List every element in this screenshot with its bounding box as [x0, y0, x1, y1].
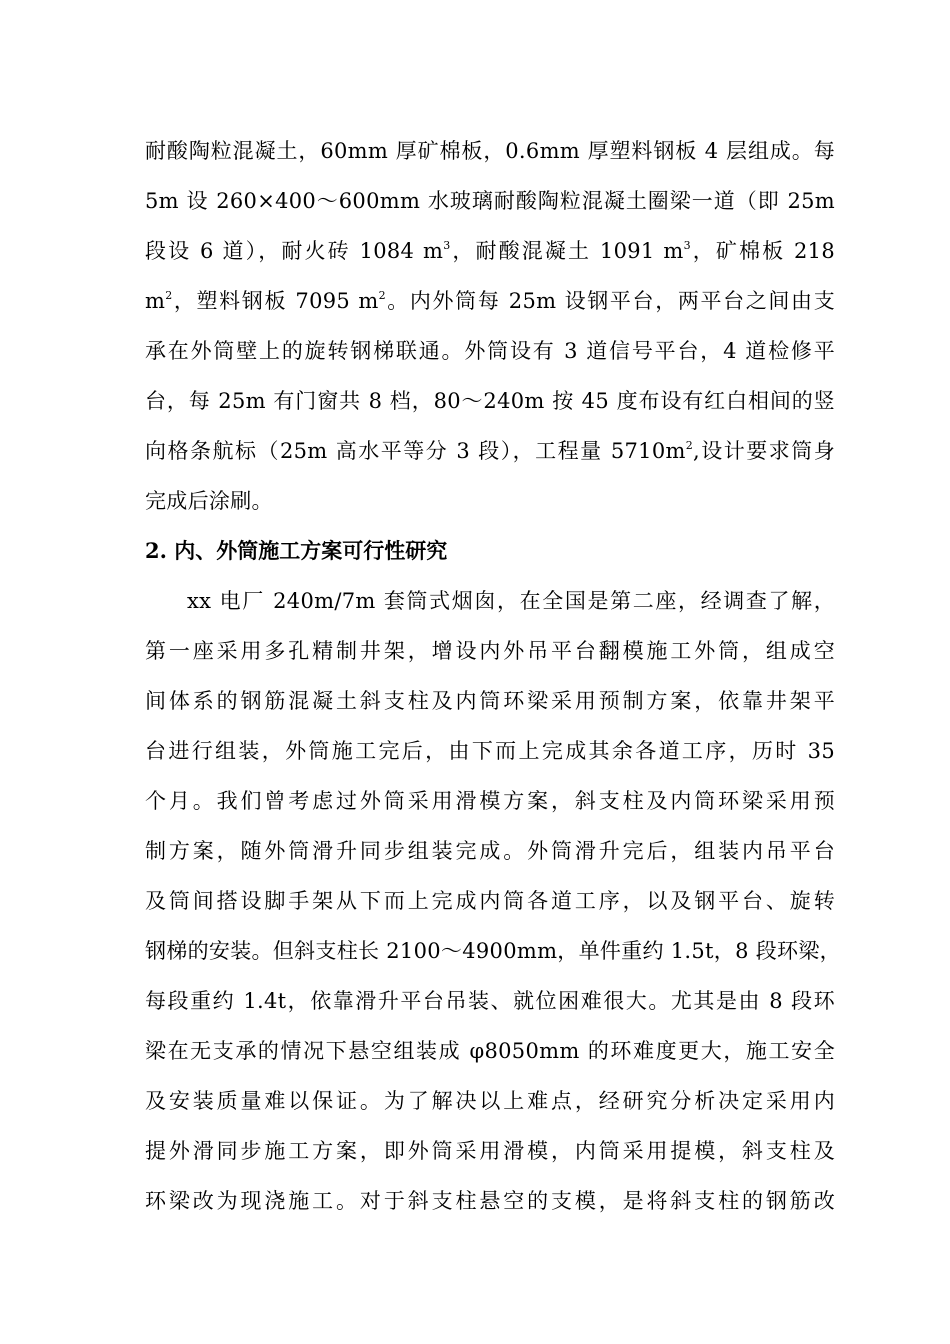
paragraph-line: 及筒间搭设脚手架从下而上完成内筒各道工序，以及钢平台、旋转: [145, 889, 835, 913]
paragraph-line: 第一座采用多孔精制井架，增设内外吊平台翻模施工外筒，组成空: [145, 639, 835, 663]
paragraph-line: 台进行组装，外筒施工完后，由下而上完成其余各道工序，历时 35: [145, 739, 835, 763]
paragraph-line: 间体系的钢筋混凝土斜支柱及内筒环梁采用预制方案，依靠井架平: [145, 689, 835, 713]
paragraph-line: 及安装质量难以保证。为了解决以上难点，经研究分析决定采用内: [145, 1089, 835, 1113]
paragraph-line: 段设 6 道），耐火砖 1084 $m^3$，耐酸混凝土 1091 $m^3$，矿棉板 218: [145, 239, 835, 263]
paragraph-line: 钢梯的安装。但斜支柱长 2100～4900mm，单件重约 1.5t，8 段环梁，: [145, 939, 841, 963]
paragraph-line: 制方案，随外筒滑升同步组装完成。外筒滑升完后，组装内吊平台: [145, 839, 835, 863]
paragraph-line: 5m 设 260×400～600mm 水玻璃耐酸陶粒混凝土圈梁一道（即 25m: [145, 189, 835, 213]
paragraph-line: xx 电厂 240m/7m 套筒式烟囱，在全国是第二座，经调查了解，: [187, 589, 835, 613]
paragraph-line: $m^2$，塑料钢板 7095 $m^2$。内外筒每 25m 设钢平台，两平台之间由支: [145, 289, 835, 313]
paragraph-line: 每段重约 1.4t，依靠滑升平台吊装、就位困难很大。尤其是由 8 段环: [145, 989, 835, 1013]
paragraph-line: 提外滑同步施工方案，即外筒采用滑模，内筒采用提模，斜支柱及: [145, 1139, 835, 1163]
section-heading: 2. 内、外筒施工方案可行性研究: [145, 538, 448, 563]
paragraph-line: 完成后涂刷。: [145, 489, 273, 513]
paragraph-line: 向格条航标（25m 高水平等分 3 段），工程量 $5710m^2$,设计要求筒身: [145, 439, 835, 463]
paragraph-line: 台，每 25m 有门窗共 8 档，80～240m 按 45 度布设有红白相间的竖: [145, 389, 835, 413]
paragraph-line: 承在外筒壁上的旋转钢梯联通。外筒设有 3 道信号平台，4 道检修平: [145, 339, 835, 363]
paragraph-line: 环梁改为现浇施工。对于斜支柱悬空的支模，是将斜支柱的钢筋改: [145, 1189, 835, 1213]
paragraph-line: 梁在无支承的情况下悬空组装成 φ8050mm 的环难度更大，施工安全: [145, 1039, 835, 1063]
paragraph-line: 个月。我们曾考虑过外筒采用滑模方案，斜支柱及内筒环梁采用预: [145, 789, 835, 813]
paragraph-line: 耐酸陶粒混凝土，60mm 厚矿棉板，0.6mm 厚塑料钢板 4 层组成。每: [145, 139, 835, 163]
